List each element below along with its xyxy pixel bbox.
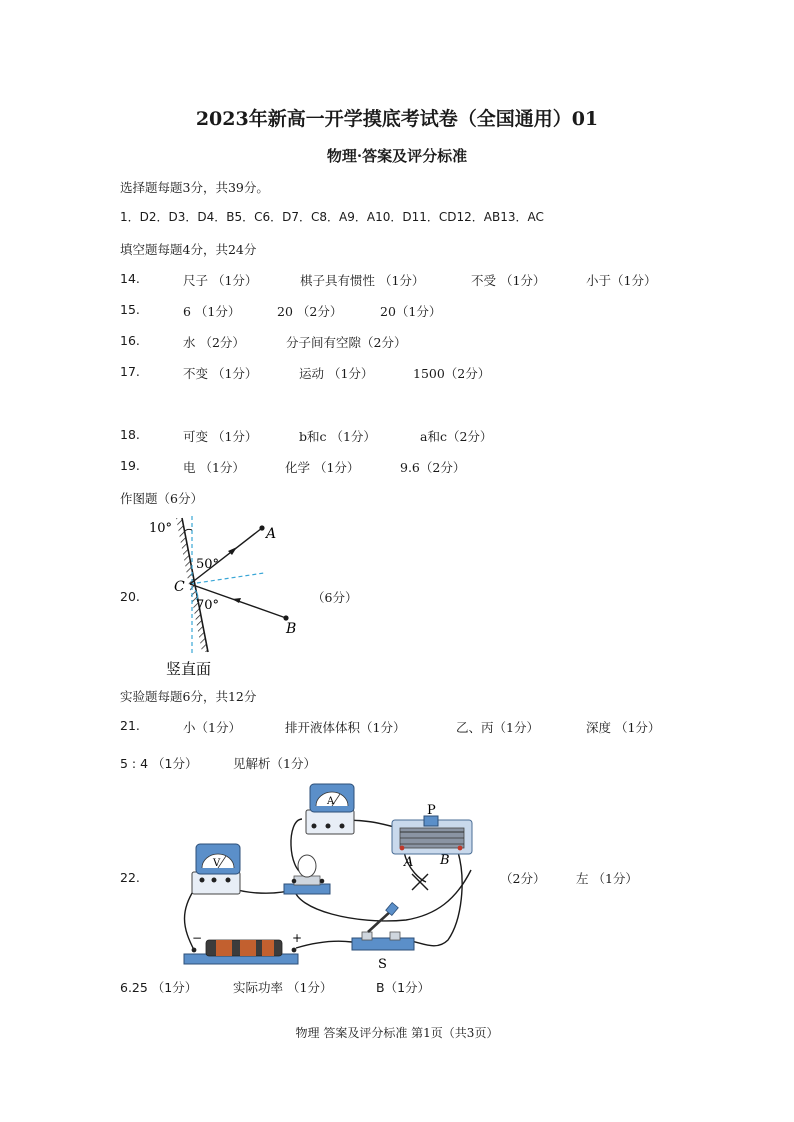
angle-label-low: 70° [196,598,220,613]
question-number: 18. [120,427,140,442]
answer-cell: 1500（2分） [413,366,491,381]
answer-cell: 乙、丙（1分） [456,720,539,735]
answer-cell: 不受 （1分） [471,273,546,288]
answer-cell: 化学 （1分） [285,460,360,475]
angle-label-mid: 50° [196,557,220,572]
drawing-score: （6分） [312,590,358,605]
question-number: 15. [120,302,140,317]
answer-cell: 小于（1分） [586,273,657,288]
end-a-label: A [404,855,414,870]
answer-cell: （2分） [500,871,546,886]
choice-answers: 1．D2．D3．D4．B5．C6．D7．C8．A9．A10．D11．CD12．AB13．AC [120,210,544,224]
question-number: 20. [120,589,140,604]
answer-cell: 深度 （1分） [586,720,661,735]
page-footer: 物理 答案及评分标准 第1页（共3页） [295,1026,499,1040]
question-number: 21. [120,718,140,733]
question-number: 14. [120,271,140,286]
question-number: 19. [120,458,140,473]
answer-cell: 20 （2分） [277,304,343,319]
question-number: 17. [120,364,140,379]
reflection-diagram [140,512,310,682]
answer-cell: 可变 （1分） [183,429,258,444]
point-b-dot [283,615,288,620]
answer-cell: 运动 （1分） [299,366,374,381]
point-c-label: C [174,579,185,595]
page-title: 2023年新高一开学摸底考试卷（全国通用）01 [195,108,599,130]
ammeter-label: A [327,796,335,807]
answer-cell: 棋子具有惯性 （1分） [300,273,425,288]
voltmeter-label: V [213,858,221,869]
answer-cell: 小（1分） [183,720,241,735]
answer-cell: 不变 （1分） [183,366,258,381]
wire [294,870,471,921]
drawing-heading: 作图题（6分） [120,491,203,506]
answer-cell: 尺子 （1分） [183,273,258,288]
wire [406,852,462,946]
answer-cell: 6 （1分） [183,304,241,319]
slider-label: P [427,803,436,818]
battery-minus-label: − [192,931,203,945]
experiment-heading: 实验题每题6分，共12分 [120,689,257,704]
angle-label-top: 10° [149,521,173,536]
answer-cell: 分子间有空隙（2分） [286,335,407,350]
rheostat-icon [392,816,472,854]
switch-label: S [378,957,387,972]
question-number: 22. [120,870,140,885]
answer-cell: 电 （1分） [183,460,245,475]
point-a-label: A [266,526,277,542]
answer-cell: 20（1分） [380,304,442,319]
wire [296,941,352,948]
circuit-diagram [176,780,496,972]
answer-cell: 9.6（2分） [400,460,466,475]
answer-cell: 5 : 4 （1分） [120,756,198,771]
answer-cell: a和c（2分） [420,429,493,444]
question-number: 16. [120,333,140,348]
reflected-ray [190,528,262,584]
answer-cell: 实际功率 （1分） [233,980,333,995]
answer-cell: 见解析（1分） [233,756,316,771]
bulb-icon [284,855,330,894]
surface-label: 竖直面 [166,660,212,678]
answer-cell: 6.25 （1分） [120,980,198,995]
mirror-line [182,518,208,652]
point-a-dot [259,525,264,530]
point-b-label: B [286,621,297,637]
answer-cell: 水 （2分） [183,335,245,350]
battery-plus-label: + [292,931,303,945]
ammeter-icon [306,784,354,834]
fill-heading: 填空题每题4分，共24分 [120,242,257,257]
answer-cell: 左 （1分） [576,871,638,886]
answer-cell: 排开液体体积（1分） [285,720,406,735]
answer-cell: B（1分） [376,980,431,995]
voltmeter-icon [192,844,240,894]
answer-cell: b和c （1分） [299,429,376,444]
switch-icon [352,903,414,950]
end-b-label: B [440,853,450,868]
page-subtitle: 物理·答案及评分标准 [326,147,468,165]
choice-heading: 选择题每题3分，共39分。 [120,180,269,195]
